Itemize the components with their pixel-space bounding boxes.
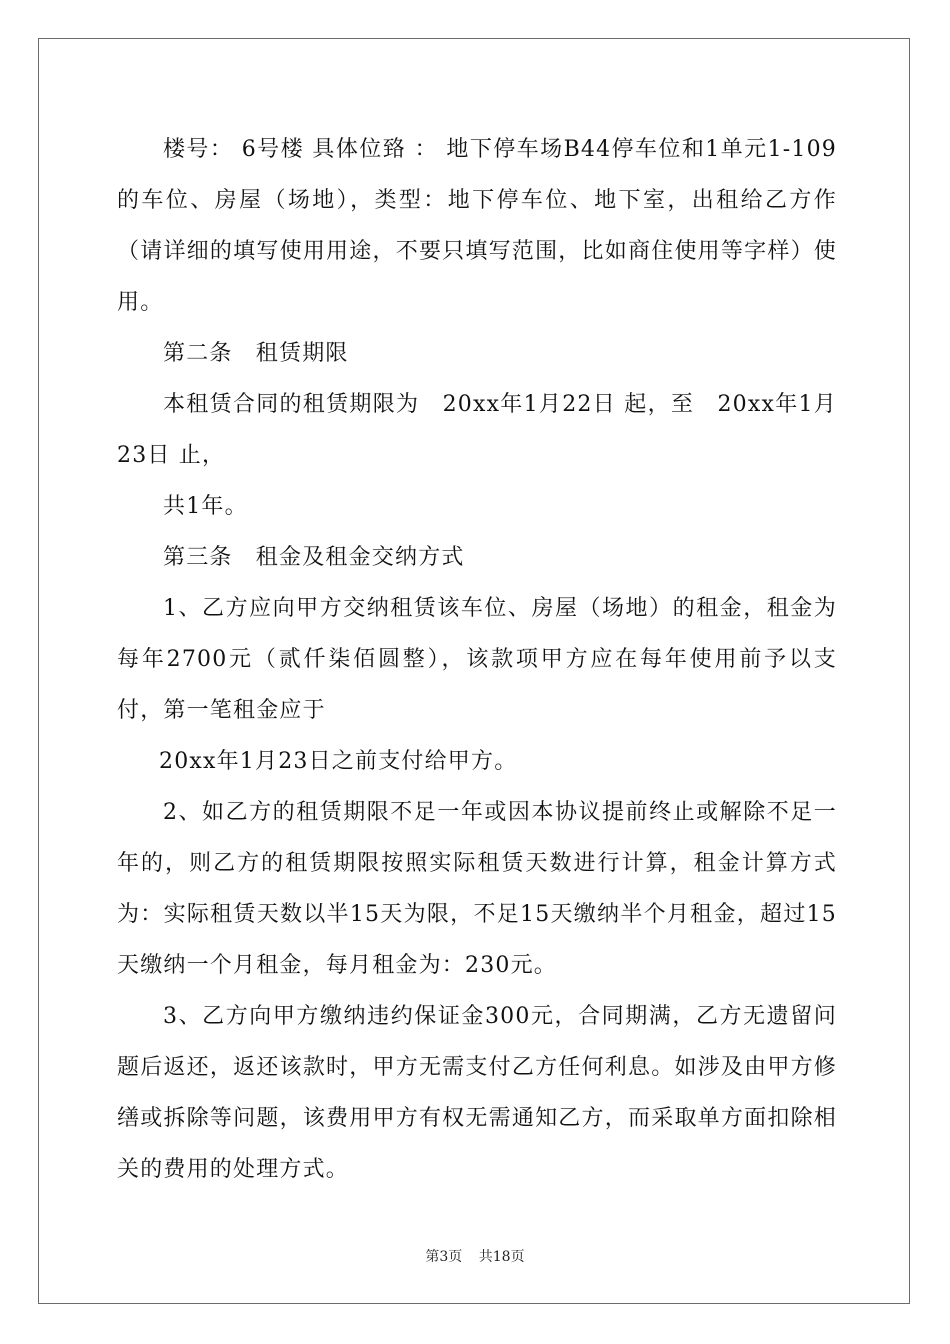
heading-article-three: 第三条 租金及租金交纳方式 (163, 545, 465, 570)
heading-article-two: 第二条 租赁期限 (163, 341, 349, 366)
paragraph-location: 楼号： 6号楼 具体位臵 ： 地下停车场B44停车位和1单元1-109 的车位、房屋（场地），类型：地下停车位、地下室，出租给乙方作（请详细的填写使用用途，不要只填写范围，比如商住使用等字样）使用。 (117, 137, 837, 315)
paragraph-rent-clause-1: 1、乙方应向甲方交纳租赁该车位、房屋（场地）的租金，租金为每年2700元（贰仟柒佰圆整），该款项甲方应在每年使用前予以支付，第一笔租金应于 (117, 596, 837, 723)
page-footer (0, 1246, 950, 1266)
paragraph-lease-term: 本租赁合同的租赁期限为 20xx年1月22日 起，至 20xx年1月23日 止， (117, 392, 837, 468)
document-body (117, 124, 837, 1195)
paragraph-rent-clause-2: 2、如乙方的租赁期限不足一年或因本协议提前终止或解除不足一年的，则乙方的租赁期限按照实际租赁天数进行计算，租金计算方式为：实际租赁天数以半15天为限，不足15天缴纳半个月租金，超过15天缴纳一个月租金，每月租金为：230元。 (117, 800, 837, 978)
paragraph-total-term: 共1年。 (163, 494, 248, 519)
page-number: 第3页 (425, 1249, 463, 1265)
page-total: 共18页 (478, 1249, 525, 1265)
paragraph-rent-due-date: 20xx年1月23日之前支付给甲方。 (159, 749, 518, 774)
paragraph-rent-clause-3: 3、乙方向甲方缴纳违约保证金300元，合同期满，乙方无遗留问题后返还，返还该款时，甲方无需支付乙方任何利息。如涉及由甲方修缮或拆除等问题，该费用甲方有权无需通知乙方，而采取单方面扣除相关的费用的处理方式。 (117, 1004, 837, 1182)
